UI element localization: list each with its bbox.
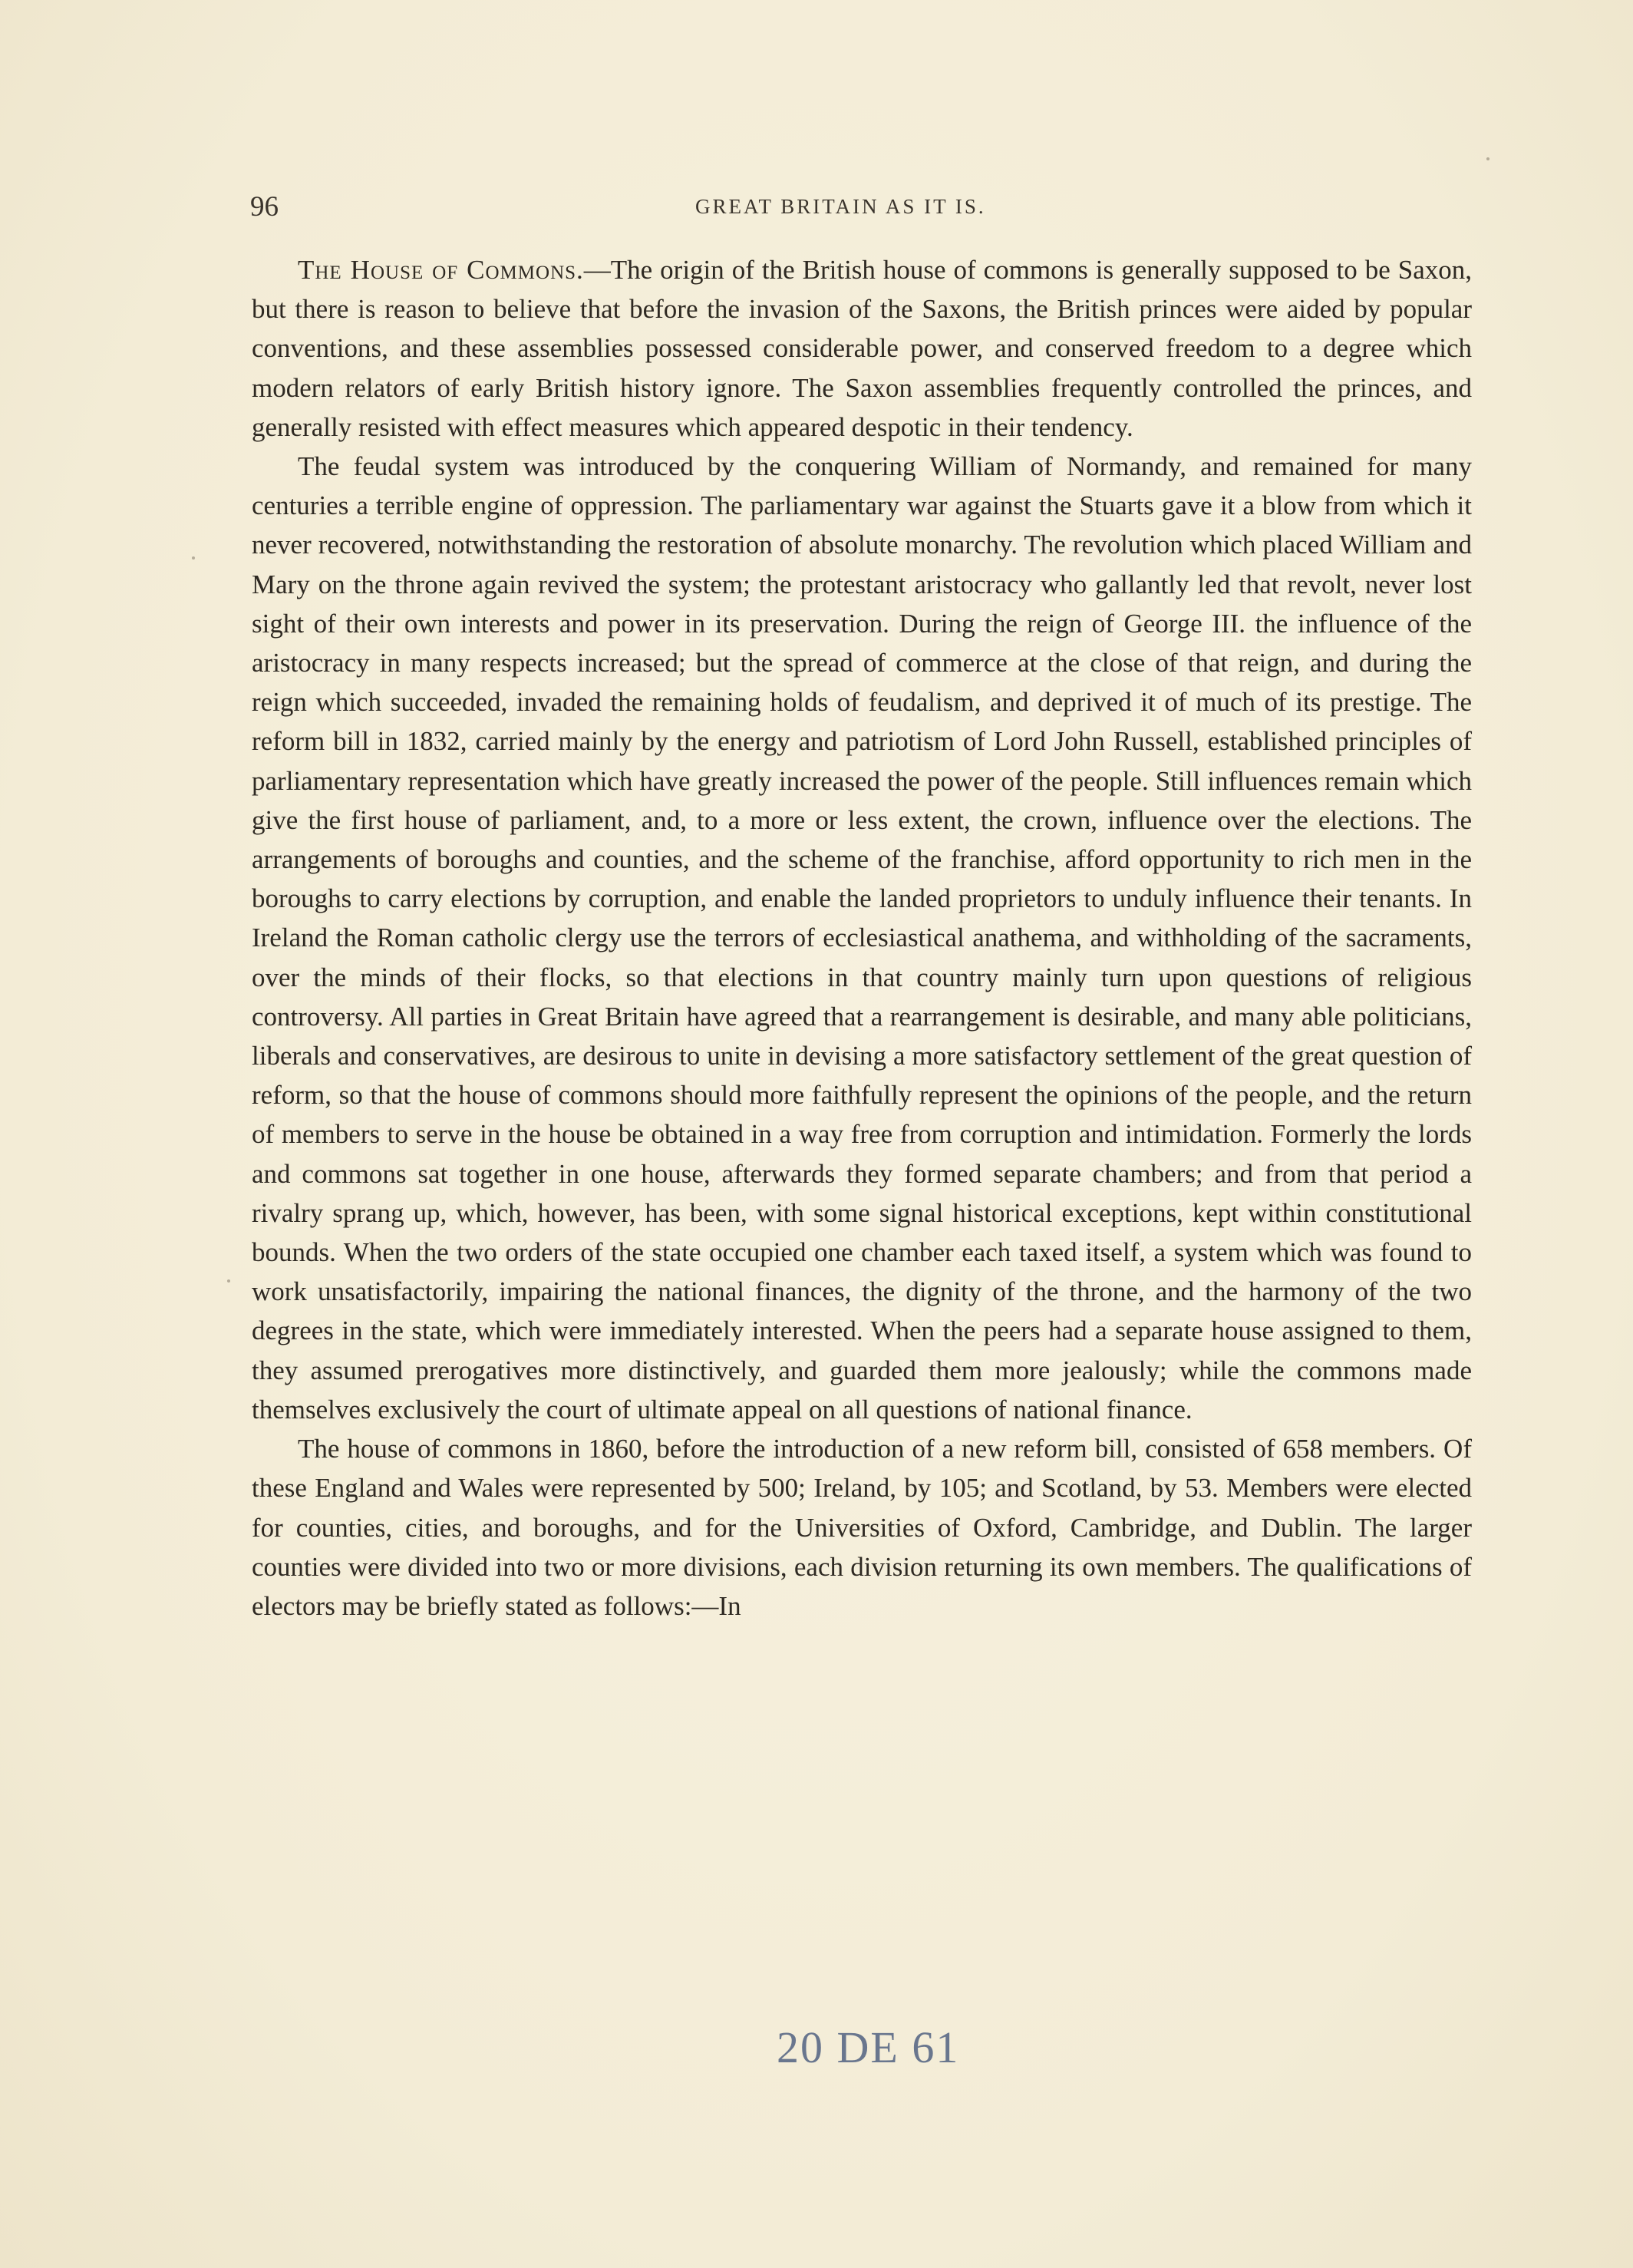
running-head: GREAT BRITAIN AS IT IS.	[695, 195, 986, 218]
page-number: 96	[250, 191, 279, 223]
paragraph-3: The house of commons in 1860, before the introduction of a new reform bill, consisted of 658 members. Of these England and Wales were represented by 500; Ireland, by 105; and Scotland, by 53. Members were elected for counties, cities, and boroughs, and for the Universities of Oxford, Cambridge, and Dublin. The larger counties were divided into two or more divisions, each division returning its own members. The qualifications of electors may be briefly stated as follows:—In	[252, 1434, 1472, 1621]
paper-speck	[1486, 157, 1489, 160]
paper-speck	[227, 1279, 230, 1283]
paper-speck	[192, 556, 195, 560]
paragraph-2: The feudal system was introduced by the conquering William of Normandy, and remained for many centuries a terrible engine of oppression. The parliamentary war against the Stuarts gave it a blow from which it never recovered, notwithstanding the restoration of absolute monarchy. The revolution which placed William and Mary on the throne again revived the system; the protestant aristocracy who gallantly led that revolt, never lost sight of their own interests and power in its preservation. During the reign of George III. the influence of the aristocracy in many respects increased; but the spread of commerce at the close of that reign, and during the reign which succeeded, invaded the remaining holds of feudalism, and deprived it of much of its prestige. The reform bill in 1832, carried mainly by the energy and patriotism of Lord John Russell, established principles of parliamentary representation which have greatly increased the power of the people. Still influences remain which give the first house of parliament, and, to a more or less extent, the crown, influence over the elections. The arrangements of boroughs and counties, and the scheme of the franchise, afford opportunity to rich men in the boroughs to carry elections by corruption, and enable the landed proprietors to unduly influence their tenants. In Ireland the Roman catholic clergy use the terrors of ecclesiastical anathema, and withholding of the sacraments, over the minds of their flocks, so that elections in that country mainly turn upon questions of religious controversy. All parties in Great Britain have agreed that a rearrangement is desirable, and many able politicians, liberals and conservatives, are desirous to unite in devising a more satisfactory settlement of the great question of reform, so that the house of commons should more faithfully represent the opinions of the people, and the return of members to serve in the house be obtained in a way free from corruption and intimidation. Formerly the lords and commons sat together in one house, afterwards they formed separate chambers; and from that period a rivalry sprang up, which, however, has been, with some signal historical exceptions, kept within constitutional bounds. When the two orders of the state occupied one chamber each taxed itself, a system which was found to work unsatisfactorily, impairing the national finances, the dignity of the throne, and the harmony of the two degrees in the state, which were immediately interested. When the peers had a separate house assigned to them, they assumed prerogatives more distinctively, and guarded them more jealously; while the commons made themselves exclusively the court of ultimate appeal on all questions of national finance.	[252, 451, 1472, 1425]
section-title: The House of Commons.	[298, 255, 584, 285]
page-header	[250, 190, 1470, 221]
body-text	[252, 250, 1472, 1626]
paragraph-1-text: —The origin of the British house of commons is generally supposed to be Saxon, but there is reason to believe that before the invasion of the Saxons, the British princes were aided by popular conventions, and these assemblies possessed considerable power, and conserved freedom to a degree which modern relators of early British history ignore. The Saxon assemblies frequently controlled the princes, and generally resisted with effect measures which appeared despotic in their tendency.	[252, 255, 1472, 442]
paragraph-1	[252, 250, 1472, 447]
library-date-stamp: 20 DE 61	[777, 2022, 960, 2072]
